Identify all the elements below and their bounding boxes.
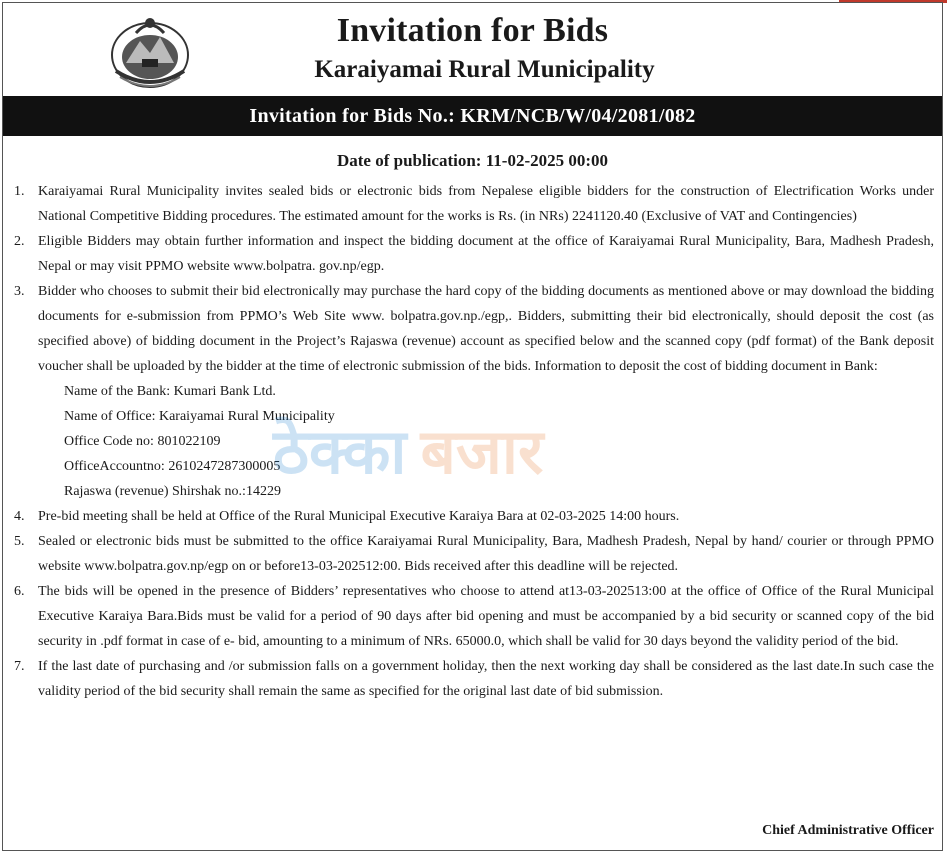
item-text: The bids will be opened in the presence of Bidders’ representatives who choose to attend at13-03-202513:00 at the office of Office of the Rural Municipal Executive Karaiya Bara.Bids must be valid for a period of 90 days after bid opening and must be accompanied by a bid security or scanned copy of the bid security in .pdf format in case of e- bid, amounting to a minimum of NRs. 65000.0, which shall be valid for 30 days beyond the validity period of the bid. [38, 584, 934, 649]
bank-details [11, 379, 934, 504]
notice-item-7 [11, 654, 934, 704]
item-text: Karaiyamai Rural Municipality invites sealed bids or electronic bids from Nepalese eligible bidders for the construction of Electrification Works under National Competitive Bidding procedures. The estimated amount for the works is Rs. (in NRs) 2241120.40 (Exclusive of VAT and Contingencies) [38, 184, 934, 224]
bid-notice [2, 2, 943, 851]
office-account-number: OfficeAccountno: 2610247287300005 [64, 459, 281, 474]
bid-number-banner: Invitation for Bids No.: KRM/NCB/W/04/2081/082 [3, 96, 942, 136]
item-number: 5. [14, 534, 25, 549]
item-number: 4. [14, 509, 25, 524]
item-number: 3. [14, 284, 25, 299]
item-number: 7. [14, 659, 25, 674]
item-text: Eligible Bidders may obtain further information and inspect the bidding document at the office of Karaiyamai Rural Municipality, Bara, Madhesh Pradesh, Nepal or may visit PPMO website www.bolpatra. gov.np/egp. [38, 234, 934, 274]
watermark-part2: बजार [420, 415, 544, 488]
office-name: Name of Office: Karaiyamai Rural Municipality [64, 409, 335, 424]
item-text: Pre-bid meeting shall be held at Office of the Rural Municipal Executive Karaiya Bara at 02-03-2025 14:00 hours. [38, 509, 680, 524]
revenue-head-number: Rajaswa (revenue) Shirshak no.:14229 [64, 484, 281, 499]
municipality-name: Karaiyamai Rural Municipality [314, 56, 655, 83]
item-number: 1. [14, 184, 25, 199]
notice-body [11, 179, 934, 704]
item-text: Sealed or electronic bids must be submitted to the office Karaiyamai Rural Municipality, Bara, Madhesh Pradesh, Nepal by hand/ courier or through PPMO website www.bolpatra.gov.np/egp on or before13-03-202512:00. Bids received after this deadline will be rejected. [38, 534, 934, 574]
signatory-title: Chief Administrative Officer [762, 823, 934, 838]
notice-item-5 [11, 529, 934, 579]
item-number: 2. [14, 234, 25, 249]
notice-item-6 [11, 579, 934, 654]
item-number: 6. [14, 584, 25, 599]
office-code: Office Code no: 801022109 [64, 434, 221, 449]
bank-name: Name of the Bank: Kumari Bank Ltd. [64, 384, 276, 399]
watermark-part1: ठेक्का [273, 415, 407, 488]
notice-item-1 [11, 179, 934, 229]
item-text: If the last date of purchasing and /or submission falls on a government holiday, then the next working day shall be considered as the last date.In such case the validity period of the bid security shall remain the same as specified for the original last date of bid submission. [38, 659, 934, 699]
notice-item-3 [11, 279, 934, 379]
notice-item-4 [11, 504, 934, 529]
notice-item-2 [11, 229, 934, 279]
notice-header [3, 3, 942, 96]
publication-date: Date of publication: 11-02-2025 00:00 [336, 151, 609, 170]
item-text: Bidder who chooses to submit their bid electronically may purchase the hard copy of the bidding documents as mentioned above or may download the bidding documents for e-submission from PPMO’s Web Site www. bolpatra.gov.np./egp,. Bidders, submitting their bid electronically, should deposit the cost (as specified above) of bidding document in the Project’s Rajaswa (revenue) account as specified below and the scanned copy (pdf format) of the Bank deposit voucher shall be uploaded by the bidder at the time of electronic submission of the bids. Information to deposit the cost of bidding document in Bank: [38, 284, 934, 374]
notice-title: Invitation for Bids [336, 12, 609, 49]
